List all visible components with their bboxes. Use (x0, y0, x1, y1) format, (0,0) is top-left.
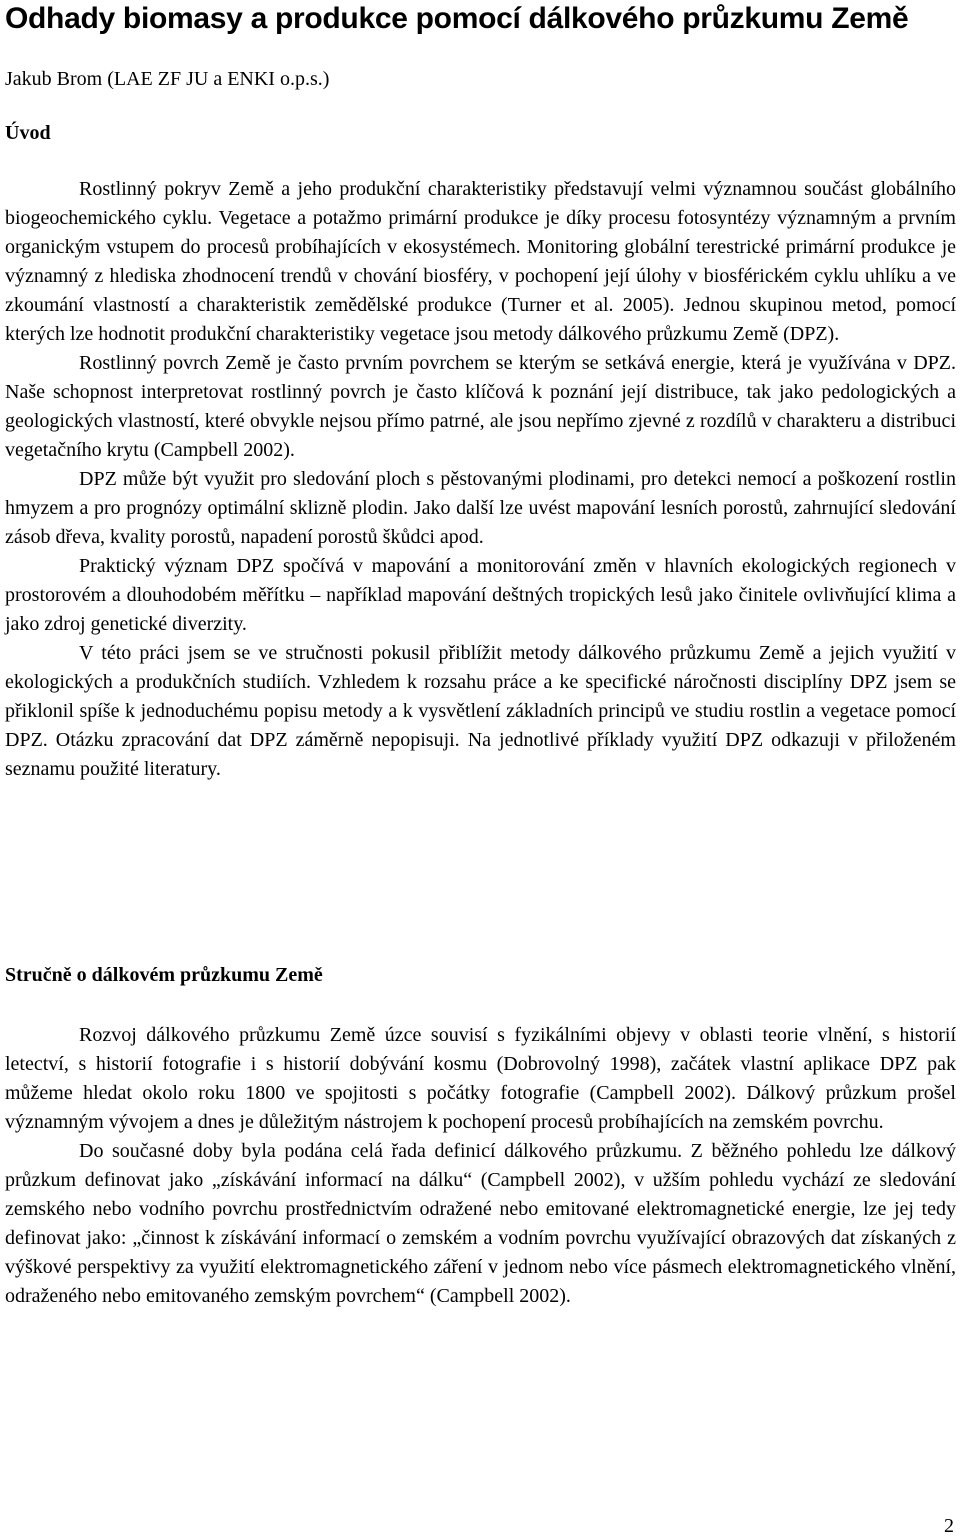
author-line: Jakub Brom (LAE ZF JU a ENKI o.p.s.) (5, 68, 330, 90)
section-paragraph-1: Rozvoj dálkového průzkumu Země úzce souvisí s fyzikálními objevy v oblasti teorie vlnění, s historií letectví, s historií fotografie i s historií dobývání kosmu (Dobrovolný 1998), začátek vlastní aplikace DPZ pak můžeme hledat okolo roku 1800 ve spojitosti s počátky fotografie (Campbell 2002). Dálkový průzkum prošel významným vývojem a dnes je důležitým nástrojem k pochopení procesů probíhajících na zemském povrchu. (5, 1024, 956, 1133)
intro-paragraph-2: Rostlinný povrch Země je často prvním povrchem se kterým se setkává energie, která je využívána v DPZ. Naše schopnost interpretovat rostlinný povrch je často klíčová k poznání její distribuce, tak jako pedologických a geologických vlastností, které obvykle nejsou přímo patrné, ale jsou nepřímo zjevné z rozdílů v charakteru a distribuci vegetačního krytu (Campbell 2002). (5, 352, 956, 461)
section-paragraph-2: Do současné doby byla podána celá řada definicí dálkového průzkumu. Z běžného pohledu lze dálkový průzkum definovat jako „získávání informací na dálku“ (Campbell 2002), v užším pohledu vychází ze sledování zemského nebo vodního povrchu prostřednictvím odražené nebo emitované elektromagnetické energie, lze jej tedy definovat jako: „činnost k získávání informací o zemském a vodním povrchu využívající obrazových dat získaných z výškové perspektivy za využití elektromagnetického záření v jednom nebo více pásmech elektromagnetického vlnění, odraženého nebo emitovaného zemským povrchem“ (Campbell 2002). (5, 1140, 956, 1307)
section-body (5, 1021, 956, 1311)
intro-paragraph-5: V této práci jsem se ve stručnosti pokusil přiblížit metody dálkového průzkumu Země a jejich využití v ekologických a produkčních studiích. Vzhledem k rozsahu práce a ke specifické náročnosti disciplíny DPZ jsem se přiklonil spíše k jednoduchému popisu metody a k vysvětlení základních principů ve studiu rostlin a vegetace pomocí DPZ. Otázku zpracování dat DPZ záměrně nepopisuji. Na jednotlivé příklady využití DPZ odkazuji v přiloženém seznamu použité literatury. (5, 642, 956, 780)
document-title: Odhady biomasy a produkce pomocí dálkového průzkumu Země (5, 2, 909, 35)
intro-body (5, 175, 956, 784)
page-number: 2 (944, 1515, 954, 1537)
intro-paragraph-3: DPZ může být využit pro sledování ploch s pěstovanými plodinami, pro detekci nemocí a poškození rostlin hmyzem a pro prognózy optimální sklizně plodin. Jako další lze uvést mapování lesních porostů, zahrnující sledování zásob dřeva, kvality porostů, napadení porostů škůdci apod. (5, 468, 956, 548)
intro-heading: Úvod (5, 122, 51, 144)
intro-paragraph-1: Rostlinný pokryv Země a jeho produkční charakteristiky představují velmi významnou součást globálního biogeochemického cyklu. Vegetace a potažmo primární produkce je díky procesu fotosyntézy významným a prvním organickým vstupem do procesů probíhajících v ekosystémech. Monitoring globální terestrické primární produkce je významný z hlediska zhodnocení trendů v chování biosféry, v pochopení její úlohy v biosférickém cyklu uhlíku a ve zkoumání vlastností a charakteristik zemědělské produkce (Turner et al. 2005). Jednou skupinou metod, pomocí kterých lze hodnotit produkční charakteristiky vegetace jsou metody dálkového průzkumu Země (DPZ). (5, 178, 956, 345)
section-heading: Stručně o dálkovém průzkumu Země (5, 964, 323, 986)
intro-paragraph-4: Praktický význam DPZ spočívá v mapování a monitorování změn v hlavních ekologických regionech v prostorovém a dlouhodobém měřítku – například mapování deštných tropických lesů jako činitele ovlivňující klima a jako zdroj genetické diverzity. (5, 555, 956, 635)
